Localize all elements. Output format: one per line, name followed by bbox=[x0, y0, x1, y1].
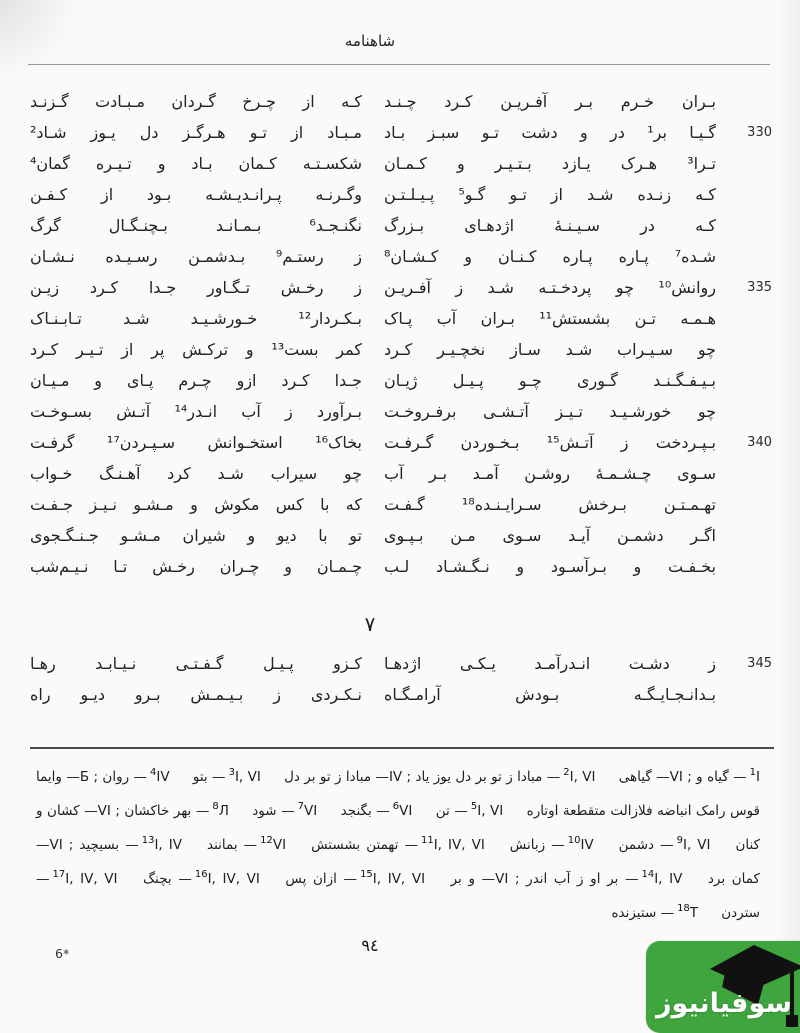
page-number: ٩٤ bbox=[361, 936, 379, 955]
footnote-item bbox=[619, 769, 760, 785]
verse-row bbox=[30, 458, 772, 489]
footnote-text: I, VI— دشمن bbox=[618, 836, 711, 853]
hemistich-left: نـکـردی ز بـیـمـش بـرو دیـو راه bbox=[30, 684, 362, 704]
header-divider bbox=[28, 64, 770, 65]
footnote-item bbox=[311, 837, 485, 853]
footnote-number: 1 bbox=[749, 767, 757, 778]
hemistich-left: مـبـاد از تـو هـرگـز دل یـوز شـاد² bbox=[30, 122, 362, 142]
verse-row bbox=[30, 86, 772, 117]
footnote-number: 4 bbox=[150, 767, 157, 778]
verse-row bbox=[30, 520, 772, 551]
section-number: ٧ bbox=[364, 612, 376, 636]
hemistich-left: چو سیراب شـد کرد آهـنـگ خـواب bbox=[30, 463, 362, 483]
hemistich-right: گـیـا بر¹ در و دشت تـو سبـز بـاد bbox=[384, 122, 716, 142]
verse-number: 330 bbox=[747, 125, 772, 140]
footnote-item bbox=[451, 871, 683, 887]
footnote-item bbox=[341, 803, 413, 819]
hemistich-left: ز رخـش تـگـاور جـدا کـرد زیـن bbox=[30, 277, 362, 297]
footnote-number: 18 bbox=[677, 903, 690, 914]
footnote-text: VI— بمانند bbox=[206, 836, 287, 853]
hemistich-right: کـه زنـده شـد از تـو گـو⁵ پـیـلـتـن bbox=[384, 184, 716, 204]
footnote-number: 8 bbox=[212, 801, 219, 812]
footnote-number: 15 bbox=[360, 869, 373, 880]
hemistich-left: تو با دیو و شیران مـشـو جـنـگـجوی bbox=[30, 525, 362, 545]
footnote-text: VI— شود bbox=[252, 802, 318, 819]
hemistich-left: بـکـردار¹² خـورشـیـد شـد تـابـنـاک bbox=[30, 308, 362, 328]
hemistich-right: ز دشـت انـدرآمـد یـکـی اژدهـا bbox=[384, 653, 716, 673]
footnote-text: IV— زبانش bbox=[509, 836, 594, 853]
hemistich-right: بـپـردخت ز آتـش¹⁵ بـخـوردن گـرفـت bbox=[384, 432, 716, 452]
footnote-number: 11 bbox=[420, 835, 434, 846]
hemistich-right: هـمـه تـن بشستش¹¹ بـران آب پـاک bbox=[384, 308, 716, 328]
hemistich-right: سـوی چـشـمـهٔ روشـن آمـد بـر آب bbox=[384, 463, 716, 483]
footnote-text: I, IV— بر او ز آب اندر ; VI— و بر bbox=[450, 870, 683, 887]
hemistich-right: روانش¹⁰ چو پردخـتـه شـد ز آفـریـن bbox=[384, 277, 716, 297]
footnote-text: VI— بگنجد bbox=[340, 802, 413, 819]
footnote-item bbox=[207, 837, 286, 853]
footnote-item bbox=[285, 871, 425, 887]
footnote-text: Л— بهر خاکشان ; VI— کشان و کنان bbox=[36, 802, 761, 853]
verse-row bbox=[30, 303, 772, 334]
footnote-text: I, IV— بسیچید ; VI— کمان برد bbox=[36, 836, 760, 887]
footnote-text: I— گیاه و ; VI— گیاهی bbox=[618, 768, 760, 785]
verse-row bbox=[30, 241, 772, 272]
hemistich-left: ز رستـم⁹ بـدشمـن رسـیـده نـشـان bbox=[30, 246, 362, 266]
hemistich-right: بـدانـجـایـگـه بـودش آرامـگـاه bbox=[384, 684, 716, 704]
footnote-number: 3 bbox=[228, 767, 235, 778]
page-title: شاهنامه bbox=[344, 32, 396, 50]
verse-number: 345 bbox=[747, 656, 772, 671]
footnote-item bbox=[252, 803, 317, 819]
footnote-text: I, VI— تن bbox=[435, 802, 504, 819]
footnote-number: 12 bbox=[260, 835, 273, 846]
hemistich-left: کمر بست¹³ و ترکـش پر از تـیـر کـرد bbox=[30, 339, 362, 359]
verse-row bbox=[30, 117, 772, 148]
hemistich-right: تـرا³ هـرک یـازد بـتـیـر و کـمـان bbox=[384, 153, 716, 173]
verse-number: 340 bbox=[747, 435, 772, 450]
footnote-number: 13 bbox=[141, 835, 155, 846]
verse-row bbox=[30, 334, 772, 365]
verse-row bbox=[30, 148, 772, 179]
footnote-number: 16 bbox=[194, 869, 208, 880]
footnote-item bbox=[611, 905, 698, 921]
hemistich-left: چـمـان و چـران رخـش تـا نـیـم‌شب bbox=[30, 556, 362, 576]
hemistich-left: کـزو پـیـل گـفـتـی نـیـابـد رهـا bbox=[30, 653, 362, 673]
watermark-text: سوفیانیوز bbox=[656, 988, 792, 1019]
footnote-text: T— ستیزنده bbox=[611, 904, 699, 921]
footnote-number: 14 bbox=[641, 869, 655, 880]
footnote-text: I, IV, VI— ازان پس bbox=[285, 870, 426, 887]
footnote-item bbox=[436, 803, 503, 819]
footnote-item bbox=[193, 769, 261, 785]
hemistich-left: بـرآورد ز آب انـدر¹⁴ آتـش بسـوخـت bbox=[30, 401, 362, 421]
watermark-badge bbox=[646, 941, 800, 1033]
hemistich-left: که با کس مکوش و مـشـو نـیـز جـفـت bbox=[30, 494, 362, 514]
footnote-item bbox=[619, 837, 711, 853]
verse-row bbox=[30, 679, 772, 710]
hemistich-left: وگـرنـه پـرانـدیـشـه بـود از کـفـن bbox=[30, 184, 362, 204]
footnote-text: I, IV, VI— ستردن bbox=[36, 870, 760, 921]
footnote-text: I, IV, VI— تهمتن بشستش bbox=[311, 836, 485, 853]
hemistich-right: چو خورشـیـد تـیـز آتـشـی برفـروخـت bbox=[384, 401, 716, 421]
verse-row bbox=[30, 210, 772, 241]
footnote-item bbox=[284, 769, 595, 785]
verse-row bbox=[30, 179, 772, 210]
hemistich-right: بـران خـرم بـر آفـریـن کـرد چـنـد bbox=[384, 91, 716, 111]
footnote-number: 7 bbox=[297, 801, 304, 812]
footnote-text: I, IV, VI— بچنگ bbox=[143, 870, 260, 887]
verse-block-after-section bbox=[30, 648, 772, 710]
verse-block-main bbox=[30, 86, 772, 582]
verse-row bbox=[30, 365, 772, 396]
hemistich-left: کـه از چـرخ گـردان مـبـادت گـزنـد bbox=[30, 91, 362, 111]
hemistich-right: بـیـفـگـنـد گـوری چـو پـیـل ژیـان bbox=[384, 370, 716, 390]
footnote-item bbox=[510, 837, 594, 853]
footnotes-apparatus bbox=[36, 758, 760, 928]
footnote-number: 6 bbox=[392, 801, 400, 812]
hemistich-left: شکسـتـه کـمان بـاد و تـیـره گمان⁴ bbox=[30, 153, 362, 173]
footnote-number: 5 bbox=[470, 801, 478, 812]
footnote-text: IV— روان ; Б— وایما قوس رامک انباضه فلازالت متقطعة اوتاره bbox=[36, 768, 761, 819]
footnote-item bbox=[143, 871, 260, 887]
hemistich-right: چو سـیـراب شـد سـاز نخچـیـر کـرد bbox=[384, 339, 716, 359]
hemistich-right: شـده⁷ پـاره پـاره کـنـان و کـشـان⁸ bbox=[384, 246, 716, 266]
hemistich-right: بخـفـت و بـرآسـود و نـگـشـاد لـب bbox=[384, 556, 716, 576]
verse-row bbox=[30, 427, 772, 458]
footnote-text: I, VI— بتو bbox=[192, 768, 261, 785]
hemistich-left: جـدا کـرد ازو چـرم پـای و مـیـان bbox=[30, 370, 362, 390]
footnote-number: 9 bbox=[676, 835, 683, 846]
footnote-number: 17 bbox=[52, 869, 66, 880]
footnote-number: 10 bbox=[567, 835, 581, 846]
hemistich-right: کـه در سـیـنـهٔ اژدهـای بـزرگ bbox=[384, 215, 716, 235]
footnote-divider bbox=[30, 747, 774, 749]
verse-row bbox=[30, 272, 772, 303]
hemistich-right: تهـمـتـن بـرخش سـرایـنـده¹⁸ گـفـت bbox=[384, 494, 716, 514]
verse-row bbox=[30, 489, 772, 520]
verse-row bbox=[30, 551, 772, 582]
hemistich-left: نگنـجـد⁶ بـمـانـد بـچنـگـال گرگ bbox=[30, 215, 362, 235]
verse-row bbox=[30, 648, 772, 679]
signature-mark: 6* bbox=[55, 946, 70, 961]
hemistich-left: بخاک¹⁶ استخـوانش سـپـردن¹⁷ گرفـت bbox=[30, 432, 362, 452]
footnote-number: 2 bbox=[563, 767, 570, 778]
verse-row bbox=[30, 396, 772, 427]
footnote-text: I, VI— مبادا ز تو بر دل یوز یاد ; IV— مبادا ز تو بر دل bbox=[284, 768, 596, 785]
hemistich-right: اگـر دشمـن آیـد سـوی مـن بـپـوی bbox=[384, 525, 716, 545]
verse-number: 335 bbox=[747, 280, 772, 295]
